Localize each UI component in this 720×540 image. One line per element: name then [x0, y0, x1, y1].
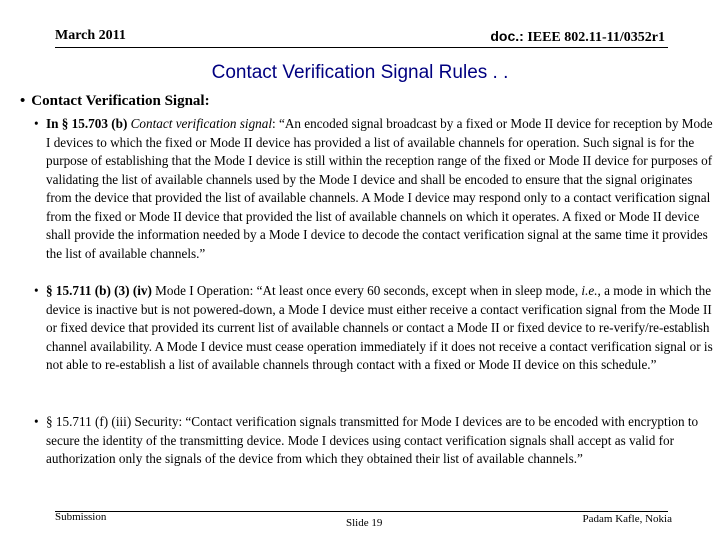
- bullet-icon: •: [20, 92, 26, 109]
- rule-reference: In § 15.703 (b): [46, 116, 128, 131]
- bullet-icon: •: [34, 116, 39, 131]
- list-item-text: § 15.711 (f) (iii) Security: “Contact verification signals transmitted for Mode I devices are to be encoded with encryption to secure the identity of the transmitting device. Mode I devices using contact verification signals shall accept as valid for authorization only the signals of the device from which they obtained their list of available channels.”: [46, 414, 699, 466]
- rule-text: , a mode in which the device is inactive but is not powered-down, a Mode I device must either receive a contact verification signal from the Mode II or fixed device that provided its current list of available channels or contact a Mode II or fixed device to re-verify/re-establish channel availability. A Mode I device must cease operation immediately if it does not receive a contact verification signal or is not able to re-establish a list of available channels through contact with a fixed or Mode II device on this schedule.”: [46, 283, 713, 372]
- footer-submission: Submission: [55, 511, 107, 523]
- doc-number: IEEE 802.11-11/0352r1: [527, 30, 665, 45]
- bullet-icon: •: [34, 414, 39, 429]
- list-item-text: [46, 282, 714, 375]
- header-date: March 2011: [55, 28, 126, 43]
- rule-text: Mode I Operation: “At least once every 60 seconds, except when in sleep mode,: [151, 283, 582, 298]
- footer-rule: [55, 511, 668, 512]
- list-item-text: [46, 115, 714, 263]
- list-item: [34, 282, 714, 375]
- slide-number: Slide 19: [346, 517, 383, 529]
- term-italic: i.e.: [581, 283, 598, 298]
- term-italic: Contact verification signal: [130, 116, 273, 131]
- rule-reference: § 15.711 (b) (3) (iv): [46, 283, 152, 298]
- footer-author: Padam Kafle, Nokia: [582, 513, 672, 525]
- section-heading: [20, 92, 210, 110]
- list-item: [34, 413, 714, 469]
- slide-title: Contact Verification Signal Rules . .: [211, 62, 509, 83]
- rule-text: : “An encoded signal broadcast by a fixed or Mode II device for reception by Mode I devices to which the fixed or Mode II device has provided a list of available channels for operation. Such signal is for the purpose of establishing that the Mode I device is still within the reception range of the fixed or Mode II device for purposes of validating the list of available channels used by the Mode I device and shall be encoded to ensure that the signal originates from the device that provided the list of available channels. A Mode I device may respond only to a contact verification signal from the fixed or Mode II device that provided the list of available channels on which it operates. A fixed or Mode II device shall provide the information needed by a Mode I device to decode the contact verification signal at the same time it provides the list of available channels.”: [46, 116, 713, 261]
- bullet-icon: •: [34, 283, 39, 298]
- header-rule: [55, 47, 668, 48]
- list-item: [34, 115, 714, 263]
- doc-label: doc.:: [490, 28, 524, 44]
- section-heading-text: Contact Verification Signal:: [31, 93, 210, 109]
- header-doc-id: [490, 28, 665, 46]
